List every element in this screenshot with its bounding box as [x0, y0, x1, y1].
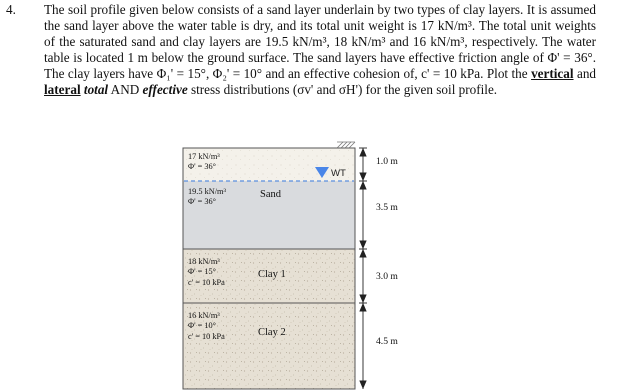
prop-unit-weight: 17 kN/m³: [188, 152, 220, 161]
prop-unit-weight: 18 kN/m³: [188, 257, 220, 266]
layer-props-sand-saturated: [188, 187, 226, 208]
layer-props-sand-dry: [188, 152, 220, 173]
prop-friction-angle: Φ' = 15°: [188, 267, 217, 277]
dim-arrow-icon: [360, 304, 366, 311]
layer-props-clay-1: [188, 257, 225, 288]
thickness-sand-saturated: 3.5 m: [376, 202, 398, 213]
prop-friction-angle: Φ' = 36°: [188, 162, 217, 172]
problem-text-segment: total: [83, 81, 109, 97]
problem-text-segment: and: [573, 65, 597, 81]
problem-text-segment: stress distributions (σv' and σH') for the given soil profile.: [187, 81, 498, 97]
problem-text-segment: lateral: [44, 81, 81, 97]
dim-arrow-icon: [360, 295, 366, 302]
problem-text-segment: AND: [108, 81, 143, 97]
layer-name-clay-1: Clay 1: [258, 269, 286, 280]
prop-unit-weight: 19.5 kN/m³: [188, 187, 226, 196]
dim-arrow-icon: [360, 381, 366, 388]
dim-arrow-icon: [360, 173, 366, 180]
prop-cohesion: c' = 10 kPa: [188, 277, 225, 287]
question-number: 4.: [6, 2, 16, 17]
problem-text-segment: vertical: [531, 65, 574, 81]
thickness-clay-2: 4.5 m: [376, 336, 398, 347]
dim-arrow-icon: [360, 149, 366, 156]
prop-friction-angle: Φ' = 10°: [188, 321, 217, 331]
prop-friction-angle: Φ' = 36°: [188, 197, 217, 207]
prop-cohesion: c' = 10 kPa: [188, 331, 225, 341]
thickness-clay-1: 3.0 m: [376, 271, 398, 282]
problem-text-segment: effective: [142, 81, 188, 97]
dim-arrow-icon: [360, 182, 366, 189]
problem-text-segment: The soil profile given below consists of a sand layer underlain by two types of clay layers. It is assumed the sand layer above the water table is dry, and its total unit weight is 17 kN/m³. The total unit weights of the saturated sand and clay layers are 19.5 kN/m³, 18 kN/m³ and 16 kN/m³, respectively. The water table is located 1 m below the ground surface. The sand layers have effective friction angle of Φ' = 36°. The clay layers have Φ₁' = 15°, Φ₂' = 10° and an effective cohesion of, c' = 10 kPa. Plot the: [44, 2, 596, 81]
dim-arrow-icon: [360, 241, 366, 248]
dim-arrow-icon: [360, 250, 366, 257]
layer-name-clay-2: Clay 2: [258, 327, 286, 338]
layer-props-clay-2: [188, 311, 225, 342]
layer-name-sand: Sand: [260, 189, 281, 200]
dimension-line: [359, 148, 367, 389]
prop-unit-weight: 16 kN/m³: [188, 311, 220, 320]
thickness-sand-dry: 1.0 m: [376, 156, 398, 167]
water-table-label: WT: [331, 168, 346, 179]
ground-surface-hatch-icon: [337, 142, 355, 148]
